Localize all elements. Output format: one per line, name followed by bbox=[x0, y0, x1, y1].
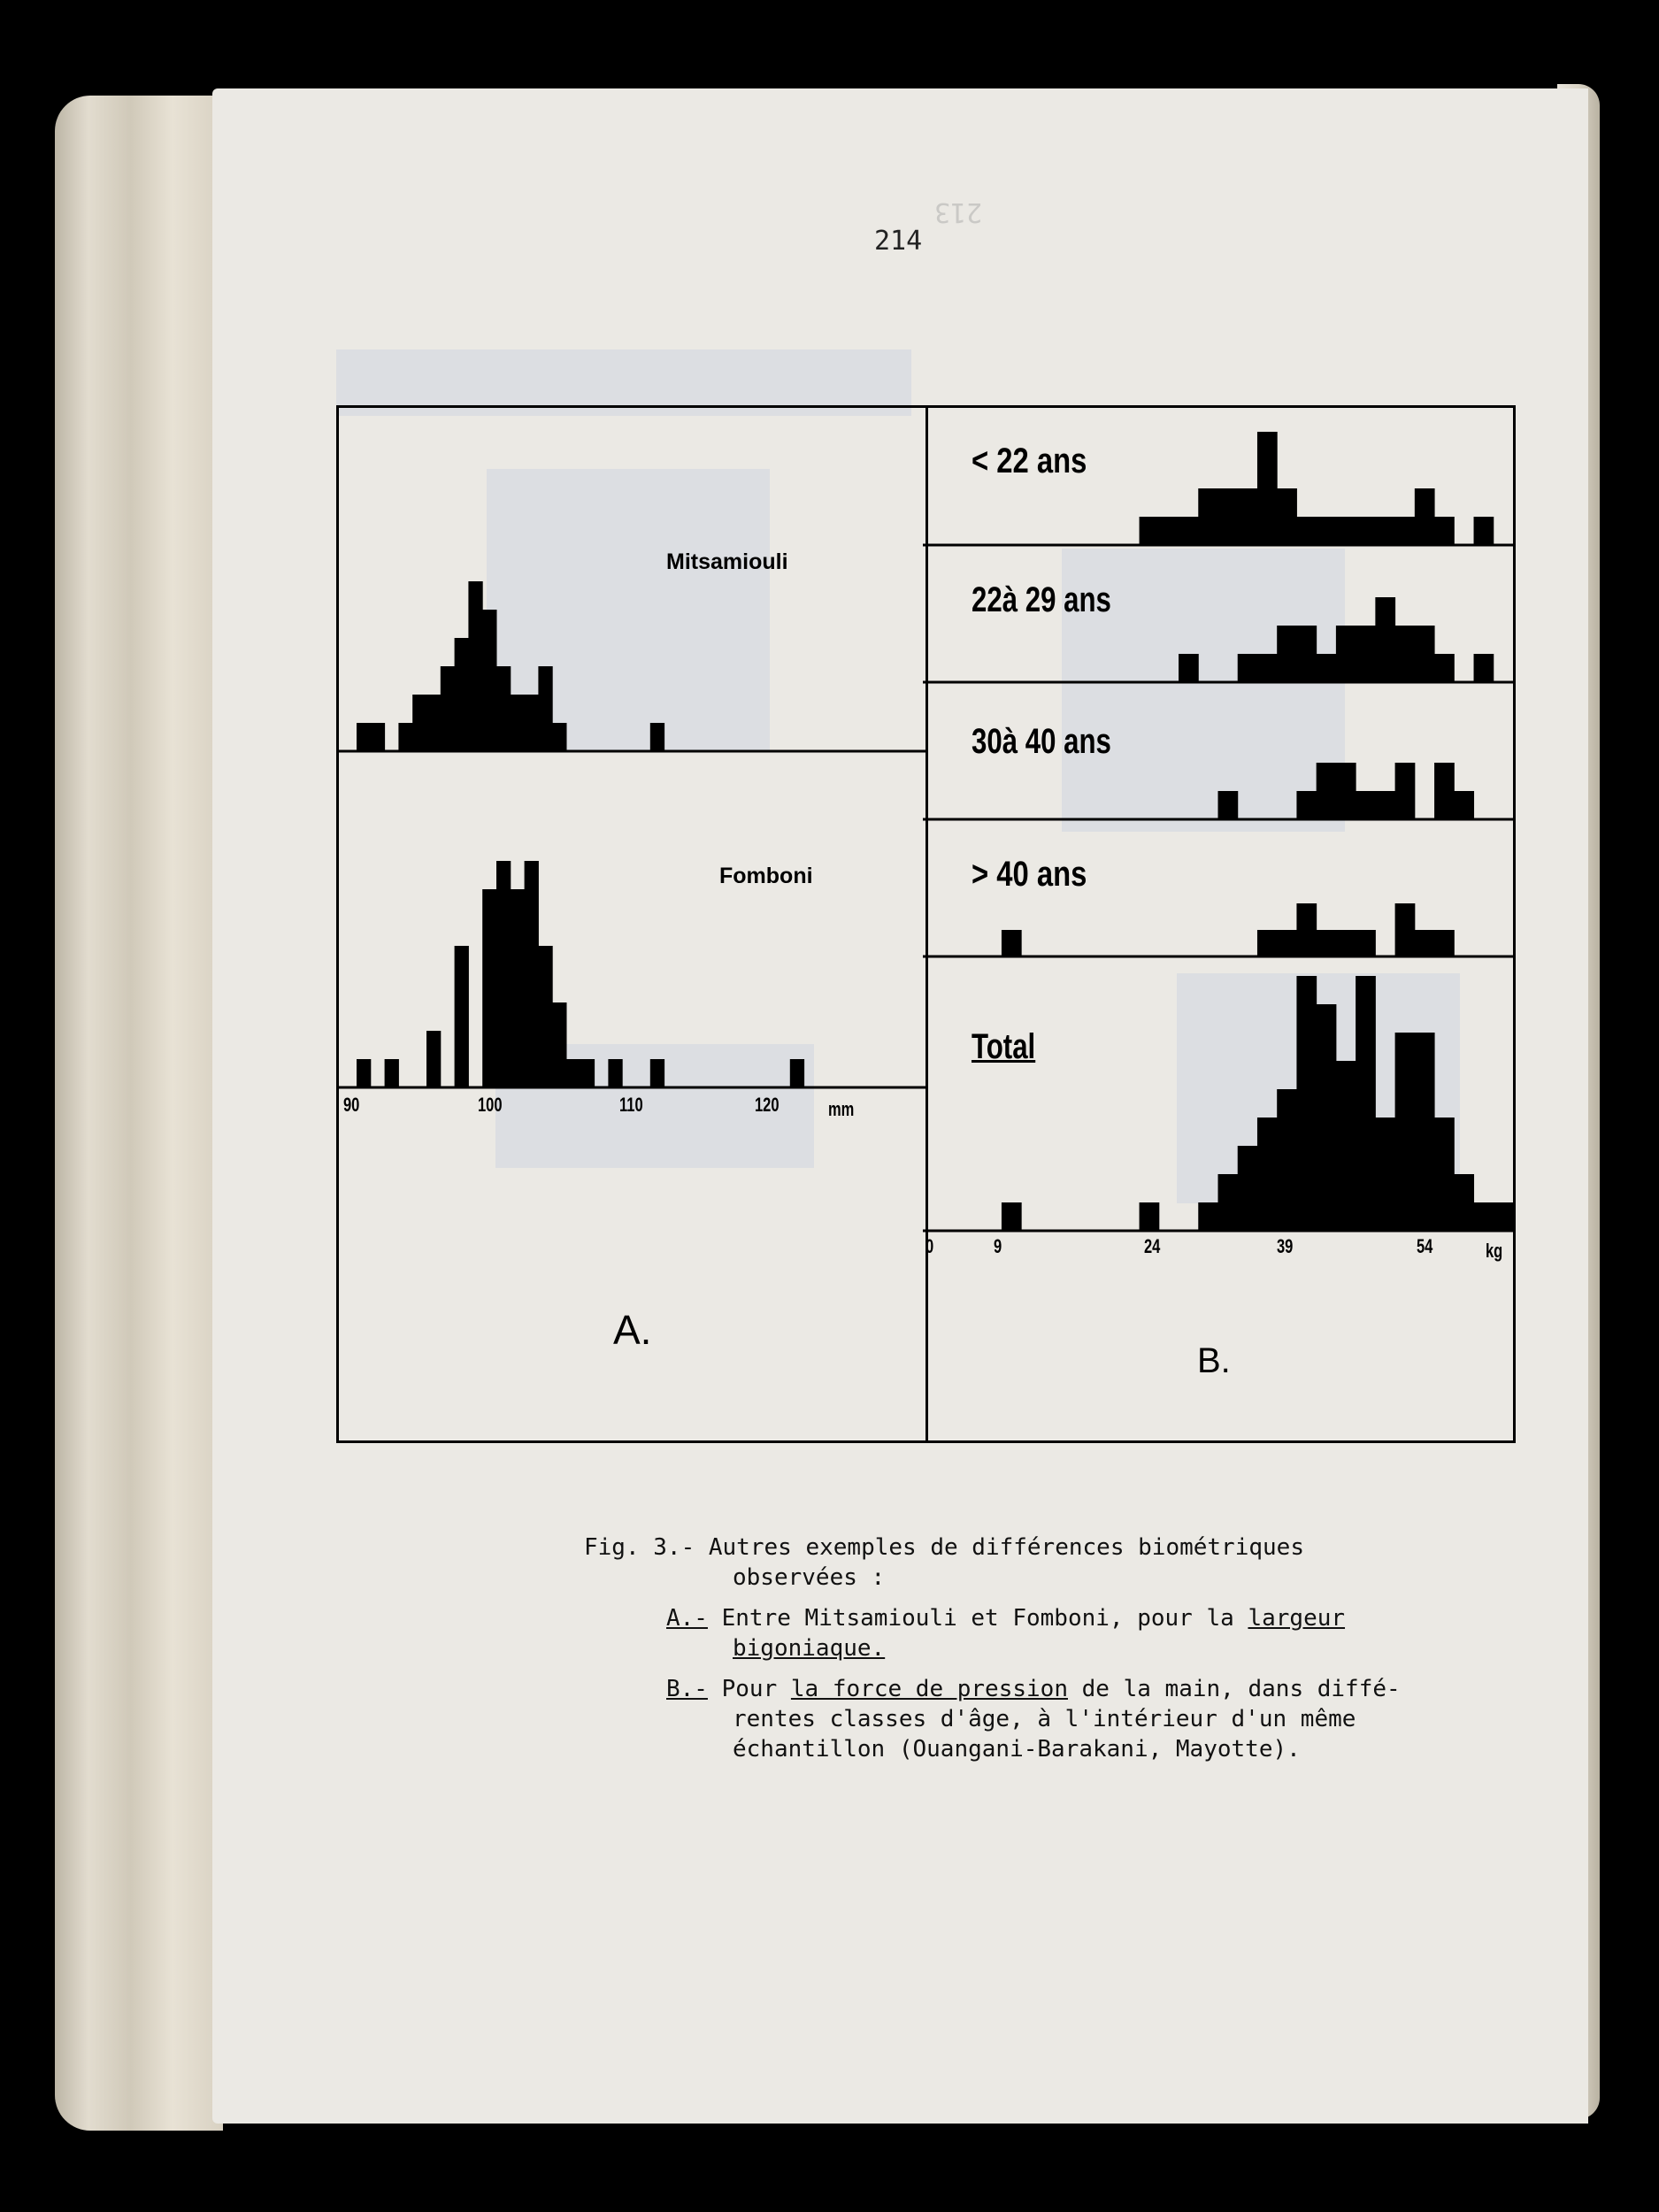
bar-group-3 bbox=[1356, 930, 1376, 956]
bar-group-4 bbox=[1218, 1174, 1239, 1231]
group-label-total: Total bbox=[972, 1027, 1036, 1066]
bar-group-1 bbox=[1336, 626, 1356, 682]
bar-group-4 bbox=[1434, 1118, 1455, 1231]
figure-caption bbox=[584, 1532, 1513, 1764]
bar-group-1 bbox=[1277, 626, 1297, 682]
figure-panel-a bbox=[336, 405, 928, 1443]
bar-group-0 bbox=[1296, 517, 1317, 545]
bar-group-4 bbox=[1336, 1061, 1356, 1231]
bar-group-3 bbox=[1395, 903, 1416, 956]
bar-group-4 bbox=[1395, 1033, 1416, 1231]
bar-group-1 bbox=[1179, 654, 1199, 682]
panel-letter-a: A. bbox=[613, 1307, 652, 1353]
bar-group-1 bbox=[1434, 654, 1455, 682]
bar-mitsamiouli bbox=[650, 723, 664, 751]
bar-group-2 bbox=[1296, 791, 1317, 819]
book-page-edges bbox=[55, 96, 223, 2131]
x-tick-9: 9 bbox=[994, 1235, 1002, 1257]
caption-title: Fig. 3.- Autres exemples de différences biométriques bbox=[584, 1534, 1304, 1561]
bar-mitsamiouli bbox=[468, 581, 482, 751]
bar-group-0 bbox=[1395, 517, 1416, 545]
bar-group-3 bbox=[1257, 930, 1278, 956]
bar-group-2 bbox=[1395, 763, 1416, 819]
x-tick-110: 110 bbox=[619, 1094, 643, 1116]
bar-group-3 bbox=[1434, 930, 1455, 956]
bar-mitsamiouli bbox=[496, 666, 511, 751]
histogram-label-fomboni: Fomboni bbox=[719, 864, 813, 888]
group-label-30-40: 30à 40 ans bbox=[972, 722, 1111, 761]
bar-group-0 bbox=[1179, 517, 1199, 545]
caption-title-cont: observées : bbox=[733, 1564, 886, 1591]
bar-mitsamiouli bbox=[426, 695, 441, 751]
x-unit-mm: mm bbox=[828, 1098, 855, 1120]
histogram-label-mitsamiouli: Mitsamiouli bbox=[666, 549, 788, 574]
bar-group-3 bbox=[1415, 930, 1435, 956]
bar-mitsamiouli bbox=[441, 666, 455, 751]
bar-group-4 bbox=[1356, 976, 1376, 1231]
bar-fomboni bbox=[566, 1059, 580, 1087]
bar-group-0 bbox=[1375, 517, 1395, 545]
x-tick-100: 100 bbox=[478, 1094, 503, 1116]
histograms-a bbox=[339, 408, 926, 1440]
bar-group-1 bbox=[1296, 626, 1317, 682]
x-tick-90: 90 bbox=[343, 1094, 360, 1116]
bar-group-3 bbox=[1296, 903, 1317, 956]
figure-panel-b bbox=[923, 405, 1516, 1443]
bar-mitsamiouli bbox=[538, 666, 552, 751]
bar-group-0 bbox=[1218, 488, 1239, 545]
bar-group-3 bbox=[1277, 930, 1297, 956]
bar-group-1 bbox=[1415, 626, 1435, 682]
bar-group-4 bbox=[1375, 1118, 1395, 1231]
bar-group-0 bbox=[1415, 488, 1435, 545]
caption-item-a-cont: bigoniaque. bbox=[733, 1635, 886, 1662]
bar-group-0 bbox=[1474, 517, 1494, 545]
bar-group-1 bbox=[1474, 654, 1494, 682]
bar-group-0 bbox=[1317, 517, 1337, 545]
bar-group-0 bbox=[1434, 517, 1455, 545]
bar-group-0 bbox=[1277, 488, 1297, 545]
bar-group-2 bbox=[1375, 791, 1395, 819]
bar-fomboni bbox=[580, 1059, 595, 1087]
bar-group-0 bbox=[1159, 517, 1179, 545]
bar-fomboni bbox=[608, 1059, 622, 1087]
bar-fomboni bbox=[790, 1059, 804, 1087]
x-tick-54: 54 bbox=[1417, 1235, 1433, 1257]
bar-group-1 bbox=[1257, 654, 1278, 682]
bar-mitsamiouli bbox=[412, 695, 426, 751]
bar-group-4 bbox=[1198, 1202, 1218, 1231]
bar-group-4 bbox=[1415, 1033, 1435, 1231]
group-label-over-40: > 40 ans bbox=[972, 855, 1087, 894]
bar-group-3 bbox=[1002, 930, 1022, 956]
bar-fomboni bbox=[496, 861, 511, 1087]
page-number: 214 bbox=[874, 226, 923, 257]
bar-group-0 bbox=[1198, 488, 1218, 545]
x-tick-39: 39 bbox=[1277, 1235, 1294, 1257]
group-label-22-29: 22à 29 ans bbox=[972, 580, 1111, 619]
bar-mitsamiouli bbox=[357, 723, 371, 751]
bleed-page-number: 213 bbox=[934, 196, 983, 227]
x-tick-24: 24 bbox=[1144, 1235, 1161, 1257]
bar-group-0 bbox=[1257, 432, 1278, 545]
bar-fomboni bbox=[552, 1002, 566, 1087]
caption-item-a: A.- Entre Mitsamiouli et Fomboni, pour la largeur bbox=[666, 1605, 1346, 1632]
caption-item-b-line3: échantillon (Ouangani-Barakani, Mayotte). bbox=[733, 1736, 1301, 1763]
bar-group-2 bbox=[1434, 763, 1455, 819]
bar-group-4 bbox=[1454, 1174, 1474, 1231]
bar-group-3 bbox=[1317, 930, 1337, 956]
panel-letter-b: B. bbox=[1197, 1341, 1231, 1380]
bar-fomboni bbox=[385, 1059, 399, 1087]
bar-mitsamiouli bbox=[482, 610, 496, 751]
bar-group-4 bbox=[1257, 1118, 1278, 1231]
bar-fomboni bbox=[455, 946, 469, 1087]
bar-group-4 bbox=[1474, 1202, 1494, 1231]
caption-item-b: B.- Pour la force de pression de la main, dans diffé- bbox=[666, 1676, 1401, 1702]
bar-group-1 bbox=[1395, 626, 1416, 682]
bar-group-2 bbox=[1317, 763, 1337, 819]
bar-group-1 bbox=[1238, 654, 1258, 682]
bar-group-1 bbox=[1375, 597, 1395, 682]
bar-group-0 bbox=[1336, 517, 1356, 545]
bar-group-2 bbox=[1218, 791, 1239, 819]
bar-group-4 bbox=[1002, 1202, 1022, 1231]
x-unit-kg: kg bbox=[1486, 1240, 1503, 1262]
bar-fomboni bbox=[426, 1031, 441, 1087]
bar-group-4 bbox=[1494, 1202, 1513, 1231]
bar-fomboni bbox=[538, 946, 552, 1087]
bar-fomboni bbox=[650, 1059, 664, 1087]
bar-fomboni bbox=[525, 861, 539, 1087]
bar-group-0 bbox=[1140, 517, 1160, 545]
caption-item-b-line2: rentes classes d'âge, à l'intérieur d'un même bbox=[733, 1706, 1356, 1732]
bar-group-0 bbox=[1238, 488, 1258, 545]
bar-group-2 bbox=[1356, 791, 1376, 819]
x-tick-0: 0 bbox=[926, 1235, 934, 1257]
bar-mitsamiouli bbox=[455, 638, 469, 751]
histograms-b bbox=[923, 408, 1513, 1440]
bar-fomboni bbox=[482, 889, 496, 1087]
bar-group-1 bbox=[1356, 626, 1376, 682]
bar-group-2 bbox=[1454, 791, 1474, 819]
bar-group-1 bbox=[1317, 654, 1337, 682]
bar-mitsamiouli bbox=[371, 723, 385, 751]
bar-mitsamiouli bbox=[552, 723, 566, 751]
bar-fomboni bbox=[357, 1059, 371, 1087]
group-label-under-22: < 22 ans bbox=[972, 442, 1087, 480]
bar-group-4 bbox=[1317, 1004, 1337, 1231]
bar-mitsamiouli bbox=[398, 723, 412, 751]
bar-mitsamiouli bbox=[511, 695, 525, 751]
x-tick-120: 120 bbox=[755, 1094, 780, 1116]
bar-group-4 bbox=[1277, 1089, 1297, 1231]
bar-group-0 bbox=[1356, 517, 1376, 545]
bar-group-2 bbox=[1336, 763, 1356, 819]
bar-group-4 bbox=[1140, 1202, 1160, 1231]
bar-group-4 bbox=[1296, 976, 1317, 1231]
bar-group-4 bbox=[1238, 1146, 1258, 1231]
bar-group-3 bbox=[1336, 930, 1356, 956]
bar-fomboni bbox=[511, 889, 525, 1087]
bar-mitsamiouli bbox=[525, 695, 539, 751]
